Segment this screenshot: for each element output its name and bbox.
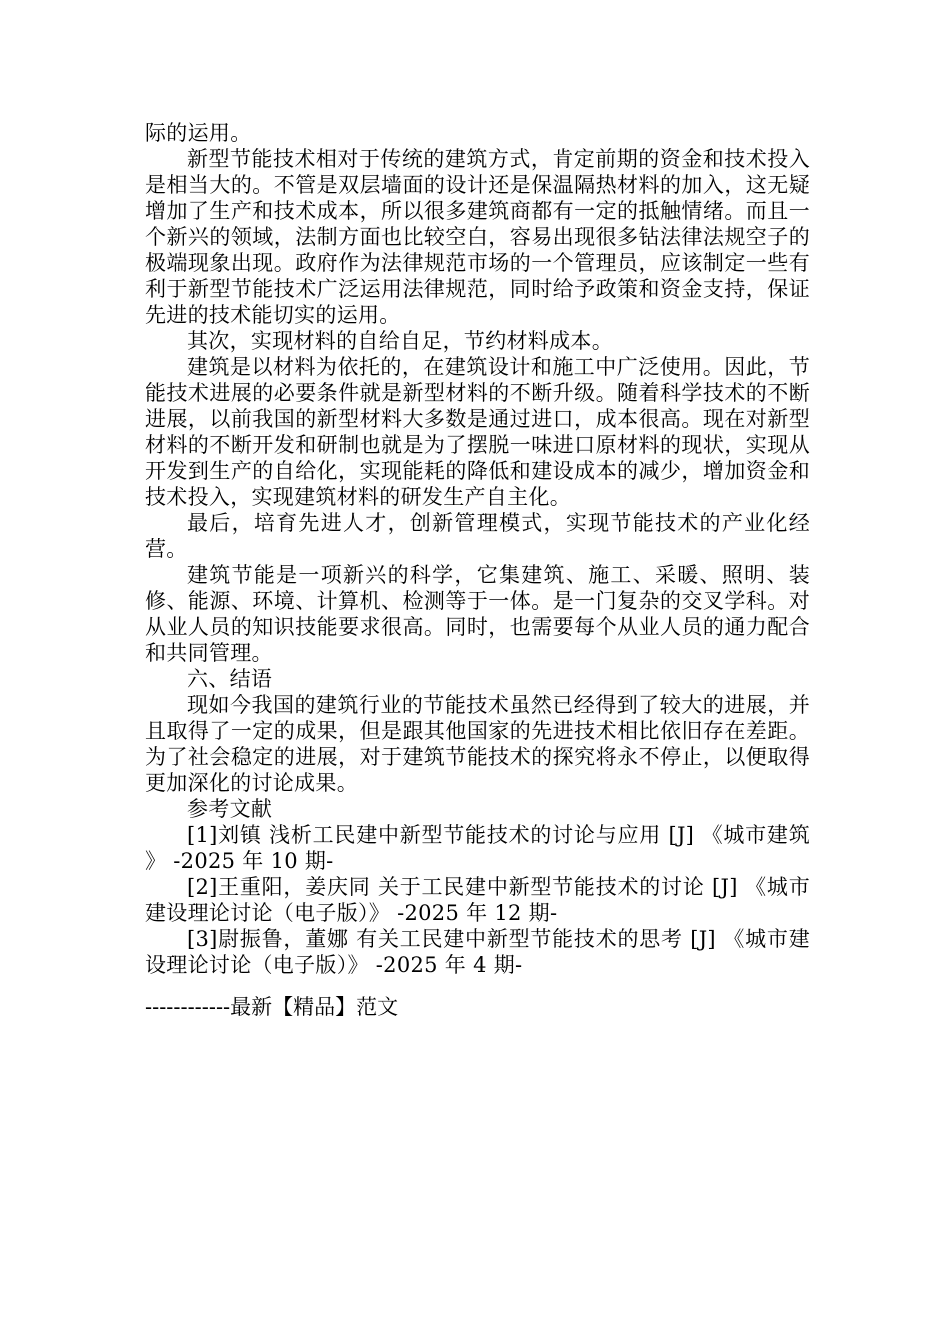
reference-item-1: [1]刘镇 浅析工民建中新型节能技术的讨论与应用 [J] 《城市建筑 》 -2025 年 10 期- xyxy=(145,823,810,873)
paragraph-continuation: 际的运用。 xyxy=(145,121,252,145)
reference-item-2: [2]王重阳，姜庆同 关于工民建中新型节能技术的讨论 [J] 《城市建设理论讨论（电子版）》 -2025 年 12 期- xyxy=(145,875,810,925)
paragraph-cost-and-policy: 新型节能技术相对于传统的建筑方式，肯定前期的资金和技术投入是相当大的。不管是双层墙面的设计还是保温隔热材料的加入，这无疑增加了生产和技术成本，所以很多建筑商都有一定的抵触情绪。而且一个新兴的领域，法制方面也比较空白，容易出现很多钻法律法规空子的极端现象出现。政府作为法律规范市场的一个管理员，应该制定一些有利于新型节能技术广泛运用法律规范，同时给予政策和资金支持，保证先进的技术能切实的运用。 xyxy=(145,147,810,327)
section-heading-references: 参考文献 xyxy=(187,797,273,821)
section-heading-conclusion: 六、结语 xyxy=(187,667,273,691)
paragraph-building-energy: 建筑节能是一项新兴的科学，它集建筑、施工、采暖、照明、装修、能源、环境、计算机、检测等于一体。是一门复杂的交叉学科。对从业人员的知识技能要求很高。同时，也需要每个从业人员的通力配合和共同管理。 xyxy=(145,563,810,665)
footer-text: ------------最新【精品】范文 xyxy=(145,995,399,1019)
document-body xyxy=(145,120,810,978)
reference-item-3: [3]尉振鲁，董娜 有关工民建中新型节能技术的思考 [J] 《城市建设理论讨论（电子版）》 -2025 年 4 期- xyxy=(145,927,810,977)
paragraph-conclusion: 现如今我国的建筑行业的节能技术虽然已经得到了较大的进展，并且取得了一定的成果，但是跟其他国家的先进技术相比依旧存在差距。为了社会稳定的进展，对于建筑节能技术的探究将永不停止，以便取得更加深化的讨论成果。 xyxy=(145,693,810,795)
paragraph-material-heading: 其次，实现材料的自给自足，节约材料成本。 xyxy=(187,329,613,353)
paragraph-talent-heading: 最后，培育先进人才，创新管理模式，实现节能技术的产业化经营。 xyxy=(145,511,810,561)
paragraph-materials: 建筑是以材料为依托的，在建筑设计和施工中广泛使用。因此，节能技术进展的必要条件就是新型材料的不断升级。随着科学技术的不断进展，以前我国的新型材料大多数是通过进口，成本很高。现在对新型材料的不断开发和研制也就是为了摆脱一味进口原材料的现状，实现从开发到生产的自给化，实现能耗的降低和建设成本的减少，增加资金和技术投入，实现建筑材料的研发生产自主化。 xyxy=(145,355,810,509)
